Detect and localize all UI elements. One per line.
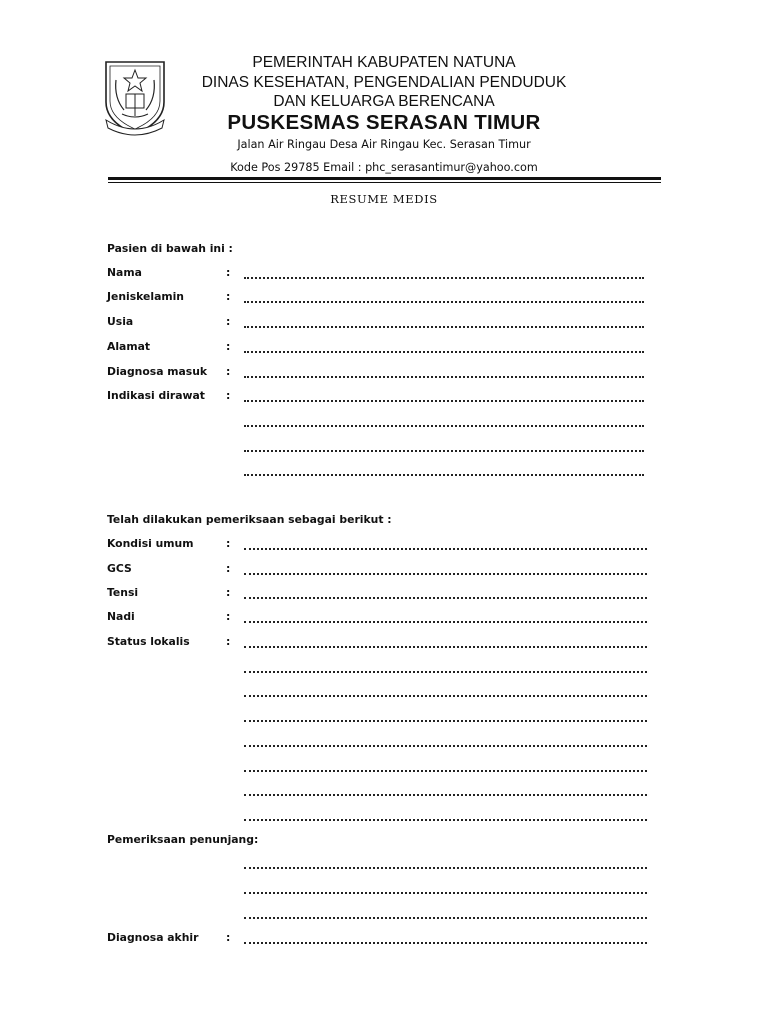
field-colon: : <box>226 365 231 378</box>
field-label: Diagnosa masuk <box>107 365 208 378</box>
field-label: Tensi <box>107 586 139 599</box>
field-label: Nama <box>107 266 142 279</box>
field-label: Jeniskelamin <box>107 290 184 303</box>
support-section-heading: Pemeriksaan penunjang: <box>107 833 259 846</box>
field-blank-line[interactable] <box>244 597 647 599</box>
continuation-line <box>0 463 768 481</box>
field-colon: : <box>226 635 231 648</box>
field-label: Status lokalis <box>107 635 190 648</box>
field-indikasi-dirawat <box>0 389 768 407</box>
field-label: Indikasi dirawat <box>107 389 205 402</box>
field-blank-line[interactable] <box>244 745 647 747</box>
continuation-line <box>0 759 768 777</box>
field-colon: : <box>226 389 231 402</box>
field-colon: : <box>226 586 231 599</box>
header-department-cont: DAN KELUARGA BERENCANA <box>273 93 495 110</box>
field-label: Diagnosa akhir <box>107 931 199 944</box>
field-label: Usia <box>107 315 134 328</box>
field-colon: : <box>226 315 231 328</box>
continuation-line <box>0 856 768 874</box>
field-colon: : <box>226 562 231 575</box>
header-organization: PUSKESMAS SERASAN TIMUR <box>227 111 541 134</box>
patient-section-heading: Pasien di bawah ini : <box>107 242 233 255</box>
continuation-line <box>0 734 768 752</box>
continuation-line <box>0 881 768 899</box>
field-status-lokalis <box>0 635 768 653</box>
field-blank-line[interactable] <box>244 819 647 821</box>
continuation-line <box>0 808 768 826</box>
field-jeniskelamin <box>0 290 768 308</box>
field-blank-line[interactable] <box>244 400 644 402</box>
field-kondisi-umum <box>0 537 768 555</box>
exam-section-heading: Telah dilakukan pemeriksaan sebagai berikut : <box>107 513 392 526</box>
field-blank-line[interactable] <box>244 892 647 894</box>
field-blank-line[interactable] <box>244 770 647 772</box>
continuation-line <box>0 439 768 457</box>
document-title: RESUME MEDIS <box>330 192 438 206</box>
field-colon: : <box>226 266 231 279</box>
header-contact: Kode Pos 29785 Email : phc_serasantimur@yahoo.com <box>230 161 538 174</box>
continuation-line <box>0 414 768 432</box>
field-blank-line[interactable] <box>244 621 647 623</box>
field-blank-line[interactable] <box>244 326 644 328</box>
continuation-line <box>0 684 768 702</box>
field-blank-line[interactable] <box>244 942 647 944</box>
field-blank-line[interactable] <box>244 573 647 575</box>
field-nadi <box>0 610 768 628</box>
field-label: Alamat <box>107 340 151 353</box>
field-blank-line[interactable] <box>244 301 644 303</box>
header-divider-thick <box>108 177 661 180</box>
field-blank-line[interactable] <box>244 646 647 648</box>
continuation-line <box>0 709 768 727</box>
field-blank-line[interactable] <box>244 277 644 279</box>
field-blank-line[interactable] <box>244 794 647 796</box>
field-colon: : <box>226 931 231 944</box>
field-blank-line[interactable] <box>244 425 644 427</box>
header-address: Jalan Air Ringau Desa Air Ringau Kec. Serasan Timur <box>237 138 531 151</box>
continuation-line <box>0 783 768 801</box>
field-blank-line[interactable] <box>244 474 644 476</box>
field-blank-line[interactable] <box>244 450 644 452</box>
continuation-line <box>0 660 768 678</box>
field-colon: : <box>226 537 231 550</box>
field-label: Nadi <box>107 610 135 623</box>
field-diagnosa-masuk <box>0 365 768 383</box>
field-blank-line[interactable] <box>244 917 647 919</box>
field-tensi <box>0 586 768 604</box>
header-divider-thin <box>108 182 661 183</box>
field-colon: : <box>226 610 231 623</box>
field-blank-line[interactable] <box>244 695 647 697</box>
field-blank-line[interactable] <box>244 867 647 869</box>
field-usia <box>0 315 768 333</box>
field-blank-line[interactable] <box>244 720 647 722</box>
field-diagnosa-akhir <box>0 931 768 949</box>
field-blank-line[interactable] <box>244 351 644 353</box>
field-gcs <box>0 562 768 580</box>
field-blank-line[interactable] <box>244 376 644 378</box>
field-nama <box>0 266 768 284</box>
field-blank-line[interactable] <box>244 671 647 673</box>
field-colon: : <box>226 340 231 353</box>
field-alamat <box>0 340 768 358</box>
field-label: GCS <box>107 562 132 575</box>
field-label: Kondisi umum <box>107 537 194 550</box>
field-colon: : <box>226 290 231 303</box>
field-blank-line[interactable] <box>244 548 647 550</box>
header-government: PEMERINTAH KABUPATEN NATUNA <box>252 54 516 71</box>
continuation-line <box>0 906 768 924</box>
header-department: DINAS KESEHATAN, PENGENDALIAN PENDUDUK <box>201 74 567 91</box>
